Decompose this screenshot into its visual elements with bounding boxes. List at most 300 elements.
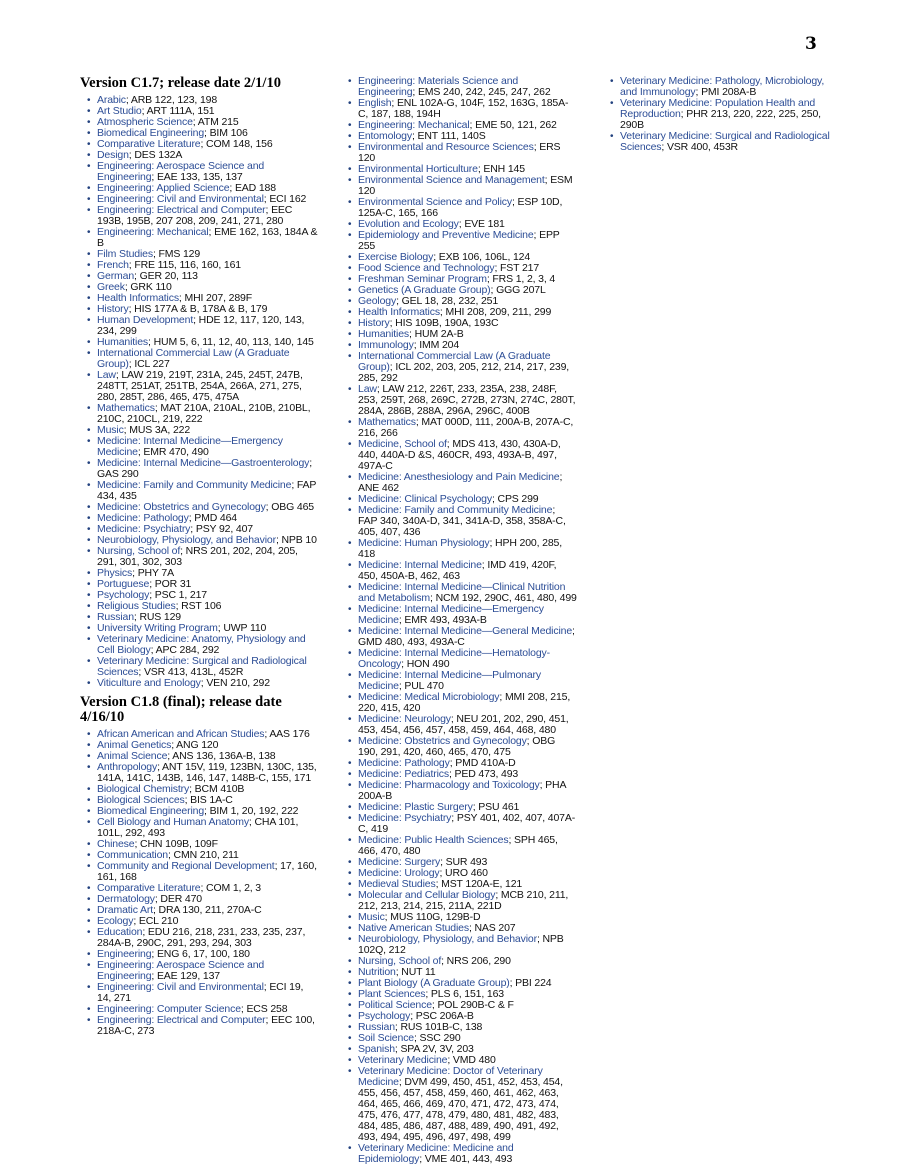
list-item xyxy=(80,546,318,568)
list-c1-8-part1 xyxy=(80,729,318,1037)
subject-link[interactable]: Medicine: Internal Medicine xyxy=(358,559,482,571)
subject-link[interactable]: Veterinary Medicine xyxy=(358,1054,448,1066)
course-numbers: EMS 240, 242, 245, 247, 262 xyxy=(417,86,551,98)
course-numbers: VEN 210, 292 xyxy=(206,677,270,689)
separator: ; xyxy=(150,644,156,656)
separator: ; xyxy=(178,292,185,304)
subject-link[interactable]: Art Studio xyxy=(97,105,142,117)
separator: ; xyxy=(275,534,282,546)
course-numbers: SUR 493 xyxy=(445,856,488,868)
separator: ; xyxy=(533,141,540,153)
course-numbers: RUS 101B-C, 138 xyxy=(400,1021,483,1033)
subject-link[interactable]: Animal Science xyxy=(97,750,168,762)
subject-link[interactable]: Medicine: Obstetrics and Gynecology xyxy=(97,501,266,513)
course-numbers: ICL 227 xyxy=(134,358,170,370)
separator: ; xyxy=(175,600,182,612)
subject-link[interactable]: Viticulture and Enology xyxy=(97,677,201,689)
subject-link[interactable]: Geology xyxy=(358,295,397,307)
subject-link[interactable]: Freshman Seminar Program xyxy=(358,273,487,285)
subject-link[interactable]: Biological Chemistry xyxy=(97,783,190,795)
subject-link[interactable]: Medicine: Internal Medicine—Pulmonary Medicine xyxy=(358,669,541,692)
separator: ; xyxy=(394,1043,401,1055)
subject-link[interactable]: Medicine: Internal Medicine—Clinical Nutrition and Metabolism xyxy=(358,581,566,604)
subject-link[interactable]: Engineering: Aerospace Science and Engineering xyxy=(97,959,265,982)
separator: ; xyxy=(552,504,556,516)
separator: ; xyxy=(499,691,505,703)
subject-link[interactable]: Comparative Literature xyxy=(97,882,201,894)
course-numbers: HUM 5, 6, 11, 12, 40, 113, 140, 145 xyxy=(153,336,314,348)
subject-link[interactable]: Dermatology xyxy=(97,893,155,905)
subject-link[interactable]: Cell Biology and Human Anatomy xyxy=(97,816,249,828)
separator: ; xyxy=(171,739,177,751)
subject-link[interactable]: Medicine: Pathology xyxy=(97,512,189,524)
course-numbers: OBG 465 xyxy=(271,501,314,513)
separator: ; xyxy=(240,1003,247,1015)
list-item xyxy=(341,626,577,648)
subject-link[interactable]: History xyxy=(97,303,129,315)
course-numbers: SPH 465, 466, 470, 480 xyxy=(358,834,558,857)
subject-link[interactable]: English xyxy=(358,97,392,109)
separator: ; xyxy=(264,728,270,740)
course-numbers: IMD 419, 420F, 450, 450A-B, 462, 463 xyxy=(358,559,557,582)
subject-link[interactable]: Animal Genetics xyxy=(97,739,172,751)
subject-link[interactable]: Medicine: Internal Medicine—General Medicine xyxy=(358,625,573,637)
subject-link[interactable]: Engineering: Electrical and Computer xyxy=(97,1014,266,1026)
subject-link[interactable]: Molecular and Cellular Biology xyxy=(358,889,496,901)
separator: ; xyxy=(265,1014,272,1026)
subject-link[interactable]: Medicine: Surgery xyxy=(358,856,441,868)
course-numbers: ENH 145 xyxy=(483,163,525,175)
subject-link[interactable]: Medicine: Internal Medicine—Gastroenterology xyxy=(97,457,310,469)
subject-link[interactable]: Medicine: Internal Medicine—Hematology-Oncology xyxy=(358,647,550,670)
course-numbers: EXB 106, 106L, 124 xyxy=(438,251,531,263)
separator: ; xyxy=(536,933,543,945)
course-numbers: NAS 207 xyxy=(474,922,516,934)
subject-link[interactable]: Evolution and Ecology xyxy=(358,218,459,230)
subject-link[interactable]: Plant Sciences xyxy=(358,988,426,1000)
subject-link[interactable]: Environmental Science and Policy xyxy=(358,196,512,208)
course-numbers: URO 460 xyxy=(445,867,488,879)
subject-link[interactable]: Soil Science xyxy=(358,1032,414,1044)
separator: ; xyxy=(188,512,195,524)
subject-link[interactable]: Exercise Biology xyxy=(358,251,434,263)
subject-link[interactable]: Neurobiology, Physiology, and Behavior xyxy=(358,933,537,945)
course-numbers: NUT 11 xyxy=(401,966,436,978)
subject-link[interactable]: Engineering: Materials Science and Engineering xyxy=(358,75,519,98)
subject-link[interactable]: Russian xyxy=(358,1021,395,1033)
subject-link[interactable]: Engineering: Applied Science xyxy=(97,182,230,194)
list-item xyxy=(341,538,577,560)
subject-link[interactable]: Arabic xyxy=(97,94,126,106)
subject-link[interactable]: Veterinary Medicine: Pathology, Microbiology, and Immunology xyxy=(620,75,825,98)
separator: ; xyxy=(450,713,457,725)
list-item xyxy=(80,315,318,337)
separator: ; xyxy=(539,779,546,791)
subject-link[interactable]: Veterinary Medicine: Medicine and Epidemiology xyxy=(358,1142,514,1165)
course-numbers: PMD 410A-D xyxy=(455,757,516,769)
separator: ; xyxy=(661,141,667,153)
subject-link[interactable]: Mathematics xyxy=(97,402,155,414)
subject-link[interactable]: International Commercial Law (A Graduate Group) xyxy=(97,347,290,370)
separator: ; xyxy=(468,922,475,934)
course-numbers: DES 132A xyxy=(134,149,183,161)
separator: ; xyxy=(431,999,438,1011)
separator: ; xyxy=(134,270,140,282)
list-item xyxy=(341,505,577,538)
list-item xyxy=(80,436,318,458)
course-numbers: PLS 6, 151, 163 xyxy=(430,988,504,1000)
subject-link[interactable]: Law xyxy=(97,369,116,381)
list-item xyxy=(603,76,838,98)
separator: ; xyxy=(489,537,496,549)
course-numbers: PSC 1, 217 xyxy=(154,589,207,601)
course-numbers: ICL 202, 203, 205, 212, 214, 217, 239, 285, 292 xyxy=(358,361,570,384)
course-numbers: MHI 207, 289F xyxy=(184,292,252,304)
course-numbers: DVM 499, 450, 451, 452, 453, 454, 455, 456, 457, 458, 459, 460, 461, 462, 463, 464, 465, 466, 469, 470, 471, 472, 473, 474, 475, 476, 477, 478, 479, 480, 481, 482, 483, 484, 485, 486, 487, 488, 489, 490, 491, 492, 493, 494, 495, 496, 497, 498, 499 xyxy=(358,1076,563,1143)
subject-link[interactable]: Nursing, School of xyxy=(97,545,181,557)
subject-link[interactable]: Ecology xyxy=(97,915,134,927)
subject-link[interactable]: Engineering xyxy=(97,948,152,960)
list-item xyxy=(341,670,577,692)
course-numbers: PHA 200A-B xyxy=(358,779,566,802)
subject-link[interactable]: Veterinary Medicine: Surgical and Radiological Sciences xyxy=(97,655,307,678)
separator: ; xyxy=(490,284,497,296)
subject-link[interactable]: Medicine: Family and Community Medicine xyxy=(358,504,553,516)
separator: ; xyxy=(495,889,501,901)
course-numbers: NRS 206, 290 xyxy=(446,955,511,967)
subject-link[interactable]: Medicine: Medical Microbiology xyxy=(358,691,500,703)
separator: ; xyxy=(396,295,402,307)
subject-link[interactable]: University Writing Program xyxy=(97,622,218,634)
list-item xyxy=(341,1143,577,1165)
subject-link[interactable]: Engineering: Civil and Environmental xyxy=(97,193,264,205)
subject-link[interactable]: German xyxy=(97,270,135,282)
list-item xyxy=(341,714,577,736)
subject-link[interactable]: Chinese xyxy=(97,838,135,850)
separator: ; xyxy=(200,882,207,894)
separator: ; xyxy=(410,1010,416,1022)
subject-link[interactable]: Environmental Science and Management xyxy=(358,174,545,186)
separator: ; xyxy=(217,622,224,634)
course-numbers: NCM 192, 290C, 461, 480, 499 xyxy=(435,592,577,604)
course-numbers: EMR 470, 490 xyxy=(143,446,209,458)
subject-link[interactable]: Medicine: Plastic Surgery xyxy=(358,801,473,813)
subject-link[interactable]: African American and African Studies xyxy=(97,728,265,740)
course-numbers: ANG 120 xyxy=(176,739,219,751)
course-numbers: ANS 136, 136A-B, 138 xyxy=(172,750,276,762)
subject-link[interactable]: Comparative Literature xyxy=(97,138,201,150)
separator: ; xyxy=(149,589,155,601)
list-item xyxy=(341,648,577,670)
subject-link[interactable]: Music xyxy=(358,911,385,923)
course-numbers: GGG 207L xyxy=(496,284,546,296)
separator: ; xyxy=(192,116,198,128)
course-numbers: PSU 461 xyxy=(478,801,520,813)
subject-link[interactable]: Epidemiology and Preventive Medicine xyxy=(358,229,534,241)
subject-link[interactable]: Medicine: Internal Medicine—Emergency Medicine xyxy=(358,603,544,626)
separator: ; xyxy=(149,578,155,590)
course-numbers: PSY 92, 407 xyxy=(195,523,253,535)
course-numbers: EVE 181 xyxy=(464,218,505,230)
list-item xyxy=(341,351,577,384)
separator: ; xyxy=(152,248,159,260)
subject-link[interactable]: Medicine, School of xyxy=(358,438,447,450)
separator: ; xyxy=(208,226,215,238)
course-numbers: FRS 1, 2, 3, 4 xyxy=(492,273,556,285)
list-item xyxy=(341,417,577,439)
course-numbers: IMM 204 xyxy=(419,339,460,351)
subject-link[interactable]: Medicine: Obstetrics and Gynecology xyxy=(358,735,527,747)
separator: ; xyxy=(151,171,157,183)
course-numbers: CHN 109B, 109F xyxy=(140,838,218,850)
course-numbers: ATM 215 xyxy=(197,116,239,128)
separator: ; xyxy=(133,915,139,927)
course-numbers: PBI 224 xyxy=(515,977,552,989)
subject-link[interactable]: Music xyxy=(97,424,124,436)
separator: ; xyxy=(458,218,465,230)
subject-link[interactable]: Immunology xyxy=(358,339,414,351)
subject-link[interactable]: Medicine: Internal Medicine—Emergency Medicine xyxy=(97,435,283,458)
subject-link[interactable]: Plant Biology (A Graduate Group) xyxy=(358,977,510,989)
subject-link[interactable]: Neurobiology, Physiology, and Behavior xyxy=(97,534,276,546)
subject-link[interactable]: Medicine: Family and Community Medicine xyxy=(97,479,292,491)
course-numbers: RUS 129 xyxy=(139,611,181,623)
separator: ; xyxy=(151,948,157,960)
course-numbers: BCM 410B xyxy=(194,783,245,795)
subject-link[interactable]: Medicine: Neurology xyxy=(358,713,451,725)
list-item xyxy=(341,736,577,758)
list-item xyxy=(80,762,318,784)
course-numbers: ESM 120 xyxy=(358,174,573,197)
subject-link[interactable]: Atmospheric Science xyxy=(97,116,193,128)
separator: ; xyxy=(229,182,235,194)
subject-link[interactable]: Veterinary Medicine: Surgical and Radiological Sciences xyxy=(620,130,830,153)
subject-link[interactable]: Human Development xyxy=(97,314,194,326)
course-numbers: BIM 106 xyxy=(209,127,248,139)
separator: ; xyxy=(391,97,397,109)
course-numbers: EME 162, 163, 184A & B xyxy=(97,226,318,249)
course-numbers: DRA 130, 211, 270A-C xyxy=(158,904,262,916)
course-numbers: ANE 462 xyxy=(358,482,399,494)
subject-link[interactable]: Medicine: Pathology xyxy=(358,757,450,769)
separator: ; xyxy=(204,127,210,139)
separator: ; xyxy=(433,251,439,263)
subject-link[interactable]: Health Informatics xyxy=(358,306,440,318)
subject-link[interactable]: Psychology xyxy=(97,589,150,601)
separator: ; xyxy=(425,988,431,1000)
separator: ; xyxy=(680,108,687,120)
course-numbers: COM 1, 2, 3 xyxy=(206,882,261,894)
subject-link[interactable]: Medicine: Pharmacology and Toxicology xyxy=(358,779,540,791)
separator: ; xyxy=(134,838,141,850)
subject-link[interactable]: Design xyxy=(97,149,129,161)
subject-link[interactable]: Medicine: Psychiatry xyxy=(97,523,191,535)
list-item xyxy=(80,817,318,839)
separator: ; xyxy=(184,794,191,806)
separator: ; xyxy=(412,86,418,98)
separator: ; xyxy=(572,625,575,637)
course-numbers: MCB 210, 211, 212, 213, 214, 215, 211A, 221D xyxy=(358,889,569,912)
subject-link[interactable]: Biomedical Engineering xyxy=(97,805,205,817)
separator: ; xyxy=(401,658,407,670)
column-3 xyxy=(603,76,838,153)
course-numbers: VSR 413, 413L, 452R xyxy=(143,666,244,678)
list-item xyxy=(341,813,577,835)
separator: ; xyxy=(309,457,313,469)
course-numbers: GEL 18, 28, 232, 251 xyxy=(401,295,499,307)
subject-link[interactable]: Biomedical Engineering xyxy=(97,127,205,139)
subject-link[interactable]: Medicine: Psychiatry xyxy=(358,812,452,824)
subject-link[interactable]: French xyxy=(97,259,129,271)
separator: ; xyxy=(263,193,270,205)
column-1 xyxy=(80,76,318,1037)
subject-link[interactable]: Medicine: Human Physiology xyxy=(358,537,490,549)
separator: ; xyxy=(125,94,131,106)
subject-link[interactable]: Religious Studies xyxy=(97,600,176,612)
list-item xyxy=(80,861,318,883)
separator: ; xyxy=(440,856,446,868)
subject-link[interactable]: Environmental Horticulture xyxy=(358,163,478,175)
subject-link[interactable]: Dramatic Art xyxy=(97,904,153,916)
separator: ; xyxy=(419,1153,425,1165)
subject-link[interactable]: Medicine: Urology xyxy=(358,867,440,879)
subject-link[interactable]: Food Science and Technology xyxy=(358,262,495,274)
list-item xyxy=(341,472,577,494)
course-numbers: HIS 109B, 190A, 193C xyxy=(395,317,499,329)
subject-link[interactable]: Nutrition xyxy=(358,966,396,978)
separator: ; xyxy=(148,336,154,348)
subject-link[interactable]: Communication xyxy=(97,849,168,861)
separator: ; xyxy=(447,1054,453,1066)
subject-link[interactable]: International Commercial Law (A Graduate Group) xyxy=(358,350,551,373)
course-numbers: CHA 101, 101L, 292, 493 xyxy=(97,816,299,839)
separator: ; xyxy=(291,479,297,491)
list-item xyxy=(341,98,577,120)
course-numbers: HPH 200, 285, 418 xyxy=(358,537,562,560)
column-2 xyxy=(341,76,577,1165)
subject-link[interactable]: Spanish xyxy=(358,1043,395,1055)
list-item xyxy=(80,982,318,1004)
list-c1-7 xyxy=(80,95,318,689)
subject-link[interactable]: Portuguese xyxy=(97,578,150,590)
subject-link[interactable]: Physics xyxy=(97,567,133,579)
course-numbers: FRE 115, 116, 160, 161 xyxy=(134,259,241,271)
course-numbers: HDE 12, 117, 120, 143, 234, 299 xyxy=(97,314,305,337)
course-numbers: EEC 100, 218A-C, 273 xyxy=(97,1014,315,1037)
subject-link[interactable]: Entomology xyxy=(358,130,412,142)
course-numbers: AAS 176 xyxy=(269,728,310,740)
subject-link[interactable]: Community and Regional Development xyxy=(97,860,275,872)
subject-link[interactable]: Film Studies xyxy=(97,248,153,260)
subject-link[interactable]: Health Informatics xyxy=(97,292,179,304)
subject-link[interactable]: Greek xyxy=(97,281,125,293)
subject-link[interactable]: Humanities xyxy=(358,328,410,340)
separator: ; xyxy=(441,955,447,967)
separator: ; xyxy=(115,369,122,381)
separator: ; xyxy=(413,339,420,351)
separator: ; xyxy=(168,849,174,861)
subject-link[interactable]: Engineering: Civil and Environmental xyxy=(97,981,264,993)
subject-link[interactable]: Engineering: Aerospace Science and Engineering xyxy=(97,160,265,183)
subject-link[interactable]: Native American Studies xyxy=(358,922,469,934)
separator: ; xyxy=(128,358,135,370)
subject-link[interactable]: History xyxy=(358,317,390,329)
subject-link[interactable]: Genetics (A Graduate Group) xyxy=(358,284,491,296)
separator: ; xyxy=(533,229,540,241)
section-heading-c1-8: Version C1.8 (final); release date 4/16/10 xyxy=(80,694,282,725)
separator: ; xyxy=(409,328,415,340)
subject-link[interactable]: Nursing, School of xyxy=(358,955,442,967)
course-numbers: FST 217 xyxy=(500,262,540,274)
subject-link[interactable]: Political Science xyxy=(358,999,432,1011)
subject-link[interactable]: Medicine: Clinical Psychology xyxy=(358,493,492,505)
subject-link[interactable]: Psychology xyxy=(358,1010,411,1022)
subject-link[interactable]: Anthropology xyxy=(97,761,158,773)
course-numbers: MST 120A-E, 121 xyxy=(441,878,523,890)
separator: ; xyxy=(526,735,533,747)
separator: ; xyxy=(200,677,207,689)
separator: ; xyxy=(154,893,161,905)
course-numbers: COM 148, 156 xyxy=(206,138,273,150)
subject-link[interactable]: Engineering: Mechanical xyxy=(358,119,470,131)
list-item xyxy=(603,98,838,131)
separator: ; xyxy=(132,567,138,579)
course-numbers: ECI 162 xyxy=(269,193,307,205)
subject-link[interactable]: Education xyxy=(97,926,143,938)
separator: ; xyxy=(481,559,488,571)
course-numbers: ENT 111, 140S xyxy=(417,130,486,142)
separator: ; xyxy=(413,1032,420,1044)
subject-link[interactable]: Law xyxy=(358,383,377,395)
subject-link[interactable]: Biological Sciences xyxy=(97,794,185,806)
separator: ; xyxy=(128,303,135,315)
course-numbers: EAD 188 xyxy=(234,182,276,194)
separator: ; xyxy=(151,970,157,982)
subject-link[interactable]: Russian xyxy=(97,611,134,623)
subject-link[interactable]: Engineering: Computer Science xyxy=(97,1003,241,1015)
subject-link[interactable]: Veterinary Medicine: Anatomy, Physiology and Cell Biology xyxy=(97,633,306,656)
subject-link[interactable]: Environmental and Resource Sciences xyxy=(358,141,534,153)
subject-link[interactable]: Engineering: Mechanical xyxy=(97,226,209,238)
subject-link[interactable]: Humanities xyxy=(97,336,149,348)
course-numbers: PSC 206A-B xyxy=(415,1010,474,1022)
separator: ; xyxy=(142,926,148,938)
course-numbers: EEC 193B, 195B, 207 208, 209, 241, 271, 280 xyxy=(97,204,293,227)
course-numbers: PMI 208A-B xyxy=(701,86,757,98)
separator: ; xyxy=(157,761,163,773)
separator: ; xyxy=(128,149,135,161)
subject-link[interactable]: Engineering: Electrical and Computer xyxy=(97,204,266,216)
subject-link[interactable]: Medicine: Public Health Sciences xyxy=(358,834,509,846)
separator: ; xyxy=(190,523,196,535)
separator: ; xyxy=(152,904,159,916)
course-numbers: VME 401, 443, 493 xyxy=(424,1153,513,1165)
separator: ; xyxy=(415,416,422,428)
subject-link[interactable]: Medieval Studies xyxy=(358,878,436,890)
separator: ; xyxy=(439,867,446,879)
subject-link[interactable]: Veterinary Medicine: Doctor of Veterinary Medicine xyxy=(358,1065,543,1088)
subject-link[interactable]: Medicine: Pediatrics xyxy=(358,768,449,780)
course-numbers: LAW 212, 226T, 233, 235A, 238, 248F, 253, 259T, 268, 269C, 272B, 273N, 274C, 280T, 284A, 286B, 288A, 296A, 296C, 400B xyxy=(358,383,576,417)
subject-link[interactable]: Veterinary Medicine: Population Health and Reproduction xyxy=(620,97,816,120)
separator: ; xyxy=(398,680,405,692)
subject-link[interactable]: Mathematics xyxy=(358,416,416,428)
course-numbers: MDS 413, 430, 430A-D, 440, 440A-D &S, 460CR, 493, 493A-B, 497, 497A-C xyxy=(358,438,561,472)
separator: ; xyxy=(123,424,130,436)
subject-link[interactable]: Medicine: Anesthesiology and Pain Medicine xyxy=(358,471,560,483)
list-item xyxy=(80,403,318,425)
separator: ; xyxy=(138,666,144,678)
